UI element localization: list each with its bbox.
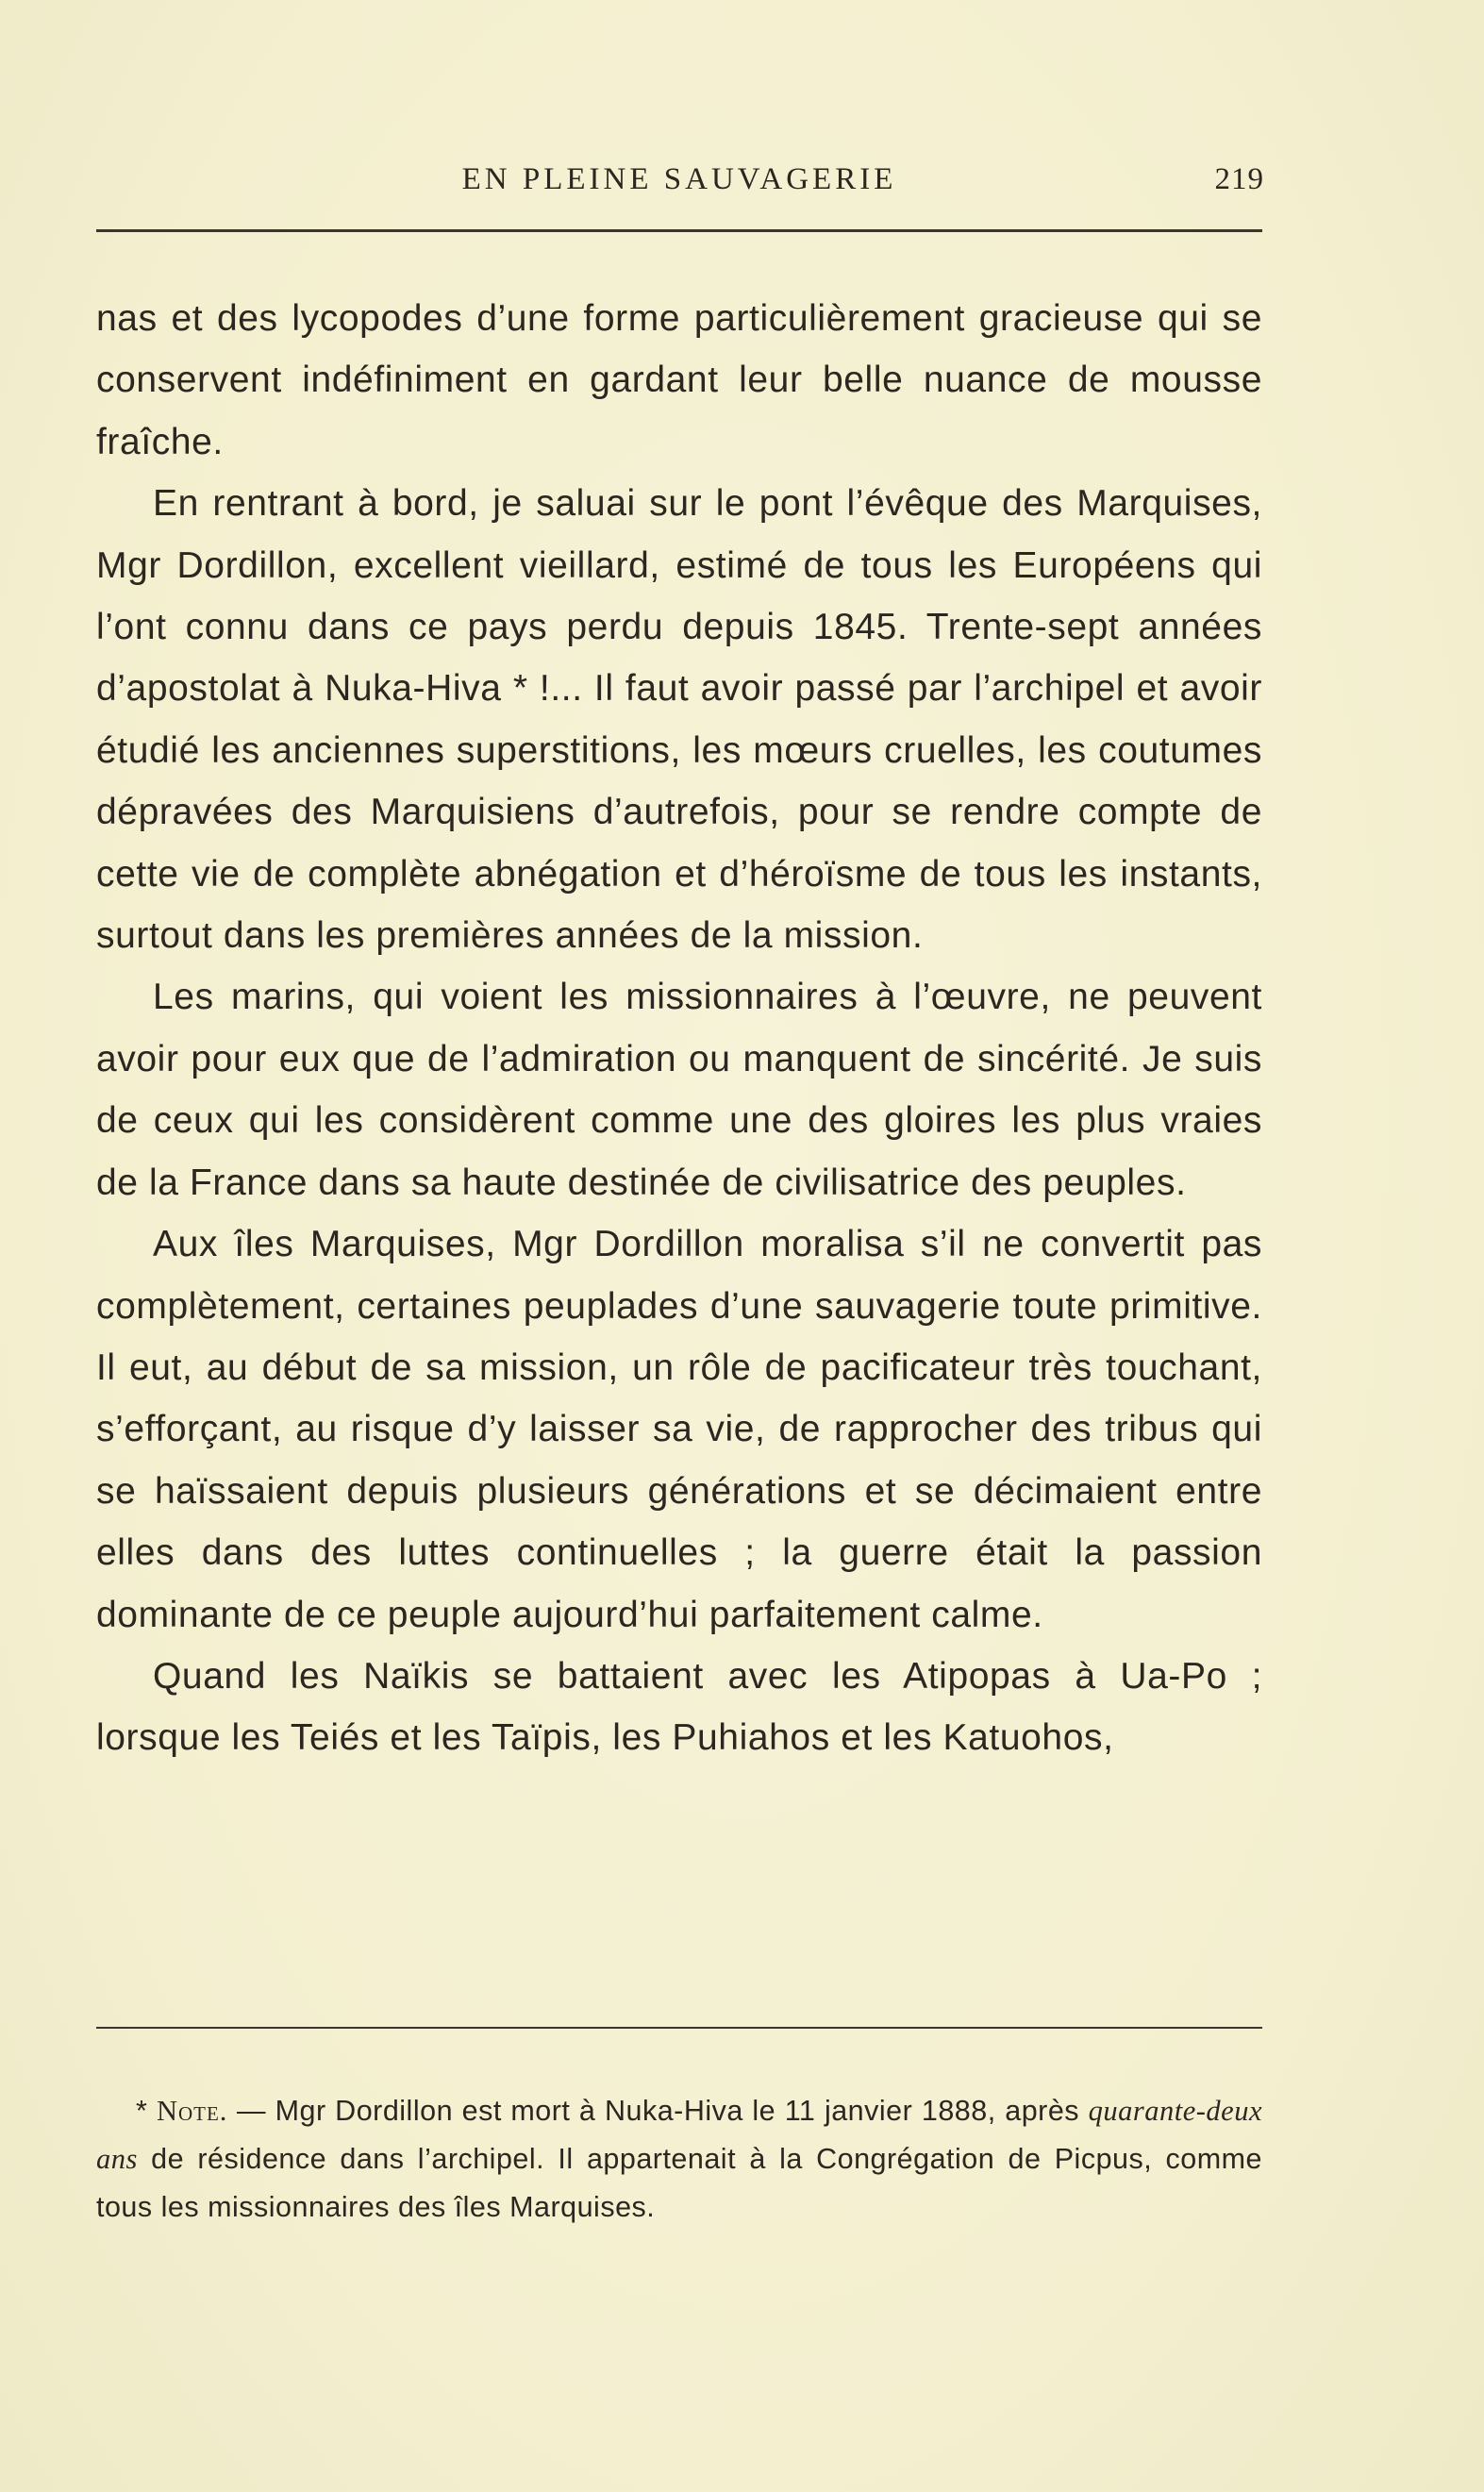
page-number: 219 bbox=[1214, 162, 1264, 196]
footnote bbox=[96, 2087, 1262, 2232]
footnote-marker: * bbox=[136, 2095, 148, 2127]
main-text bbox=[96, 288, 1262, 1769]
paragraph: nas et des lycopodes d’une forme particulièrement gracieuse qui se conservent indéfiniment en gardant leur belle nuance de mousse fraîche. bbox=[96, 298, 1262, 462]
paragraph: En rentrant à bord, je saluai sur le pont l’évêque des Marquises, Mgr Dordillon, excellent vieillard, estimé de tous les Européens qui l’ont connu dans ce pays perdu depuis 1845. Trente-sept années d’apostolat à Nuka-Hiva * !... Il faut avoir passé par l’archipel et avoir étudié les anciennes superstitions, les mœurs cruelles, les coutumes dépravées des Marquisiens d’autrefois, pour se rendre compte de cette vie de complète abnégation et d’héroïsme de tous les instants, surtout dans les premières années de la mission. bbox=[96, 483, 1262, 957]
footnote-dash: — bbox=[227, 2095, 275, 2127]
footnote-italic-text: quarante-deux ans bbox=[96, 2095, 1262, 2175]
running-title: EN PLEINE SAUVAGERIE bbox=[461, 162, 897, 196]
footnote-paragraph bbox=[96, 2087, 1262, 2232]
page-header bbox=[94, 162, 1264, 209]
header-rule bbox=[96, 229, 1262, 232]
footnote-label: Note. bbox=[156, 2095, 228, 2127]
footnote-text-end: de résidence dans l’archipel. Il appartenait à la Congrégation de Picpus, comme tous les missionnaires des îles Marquises. bbox=[96, 2143, 1262, 2223]
paragraph: Les marins, qui voient les missionnaires à l’œuvre, ne peuvent avoir pour eux que de l’admiration ou manquent de sincérité. Je suis de ceux qui les considèrent comme une des gloires les plus vraies de la France dans sa haute destinée de civilisatrice des peuples. bbox=[96, 977, 1262, 1203]
paragraph: Aux îles Marquises, Mgr Dordillon moralisa s’il ne convertit pas complètement, certaines peuplades d’une sauvagerie toute primitive. Il eut, au début de sa mission, un rôle de pacificateur très touchant, s’efforçant, au risque d’y laisser sa vie, de rapprocher des tribus qui se haïssaient depuis plusieurs générations et se décimaient entre elles dans des luttes continuelles ; la guerre était la passion dominante de ce peuple aujourd’hui parfaitement calme. bbox=[96, 1224, 1262, 1635]
footnote-text: Mgr Dordillon est mort à Nuka-Hiva le 11 janvier 1888, après bbox=[275, 2095, 1089, 2127]
footnote-rule bbox=[96, 2027, 1262, 2029]
paragraph: Quand les Naïkis se battaient avec les Atipopas à Ua-Po ; lorsque les Teiés et les Taïpis, les Puhiahos et les Katuohos, bbox=[96, 1655, 1262, 1759]
